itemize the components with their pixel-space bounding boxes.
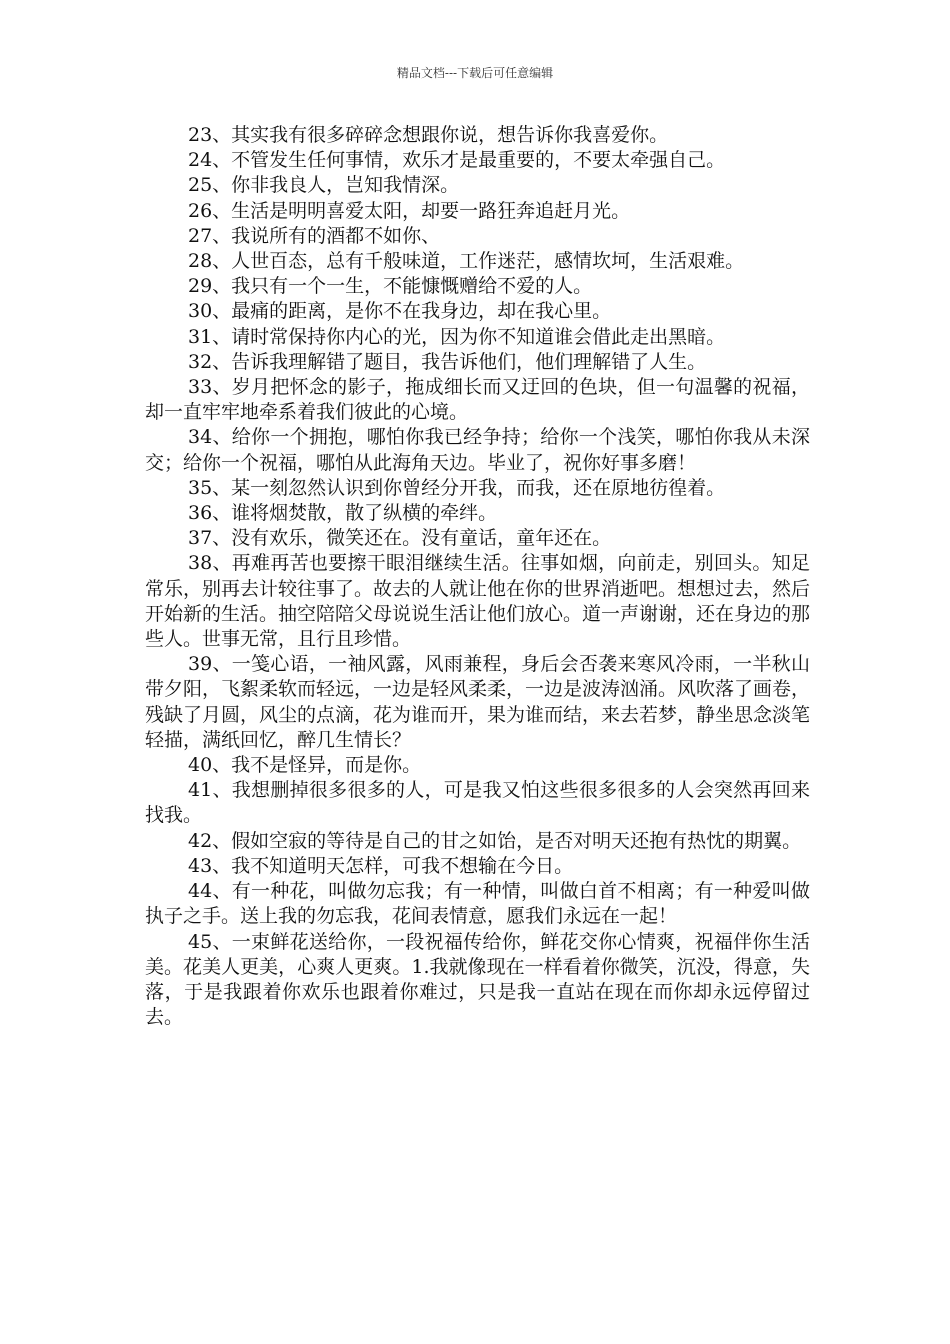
- paragraph-42: 42、假如空寂的等待是自己的甘之如饴，是否对明天还抱有热忱的期翼。: [188, 829, 802, 852]
- paragraph-43: 43、我不知道明天怎样，可我不想输在今日。: [188, 854, 574, 877]
- paragraph-23: 23、其实我有很多碎碎念想跟你说，想告诉你我喜爱你。: [188, 124, 669, 146]
- paragraph-32: 32、告诉我理解错了题目，我告诉他们，他们理解错了人生。: [188, 350, 707, 373]
- paragraph-25: 25、你非我良人，岂知我情深。: [188, 174, 460, 197]
- paragraph-40: 40、我不是怪异，而是你。: [188, 754, 422, 777]
- document-body: [145, 123, 810, 1030]
- paragraph-35: 35、某一刻忽然认识到你曾经分开我，而我，还在原地彷徨着。: [188, 476, 726, 499]
- paragraph-38: 38、再难再苦也要擦干眼泪继续生活。往事如烟，向前走，别回头。知足常乐，别再去计较往事了。故去的人就让他在你的世界消逝吧。想想过去，然后开始新的生活。抽空陪陪父母说说生活让他们放心。道一声谢谢，还在身边的那些人。世事无常，且行且珍惜。: [145, 552, 811, 651]
- page-header: 精品文档---下载后可任意编辑: [396, 66, 554, 80]
- paragraph-30: 30、最痛的距离，是你不在我身边，却在我心里。: [188, 300, 612, 323]
- paragraph-34: 34、给你一个拥抱，哪怕你我已经争持；给你一个浅笑，哪怕你我从未深交；给你一个祝福，哪怕从此海角天边。毕业了，祝你好事多磨！: [145, 426, 810, 474]
- paragraph-39: 39、一笺心语，一袖风露，风雨兼程，身后会否袭来寒风冷雨，一半秋山带夕阳，飞絮柔软而轻远，一边是轻风柔柔，一边是波涛汹涌。风吹落了画卷，残缺了月圆，风尘的点滴，花为谁而开，果为谁而结，来去若梦，静坐思念淡笔轻描，满纸回忆，醉几生情长？: [145, 653, 811, 751]
- paragraph-41: 41、我想删掉很多很多的人，可是我又怕这些很多很多的人会突然再回来找我。: [145, 779, 810, 827]
- paragraph-28: 28、人世百态，总有千般味道，工作迷茫，感情坎坷，生活艰难。: [188, 250, 745, 273]
- paragraph-36: 36、谁将烟焚散，散了纵横的牵绊。: [188, 502, 498, 525]
- paragraph-33: 33、岁月把怀念的影子，拖成细长而又迂回的色块，但一句温馨的祝福，却一直牢牢地牵系着我们彼此的心境。: [145, 376, 810, 424]
- paragraph-31: 31、请时常保持你内心的光，因为你不知道谁会借此走出黑暗。: [188, 325, 726, 348]
- paragraph-37: 37、没有欢乐，微笑还在。没有童话，童年还在。: [188, 527, 612, 550]
- paragraph-45: 45、一束鲜花送给你，一段祝福传给你，鲜花交你心情爽，祝福伴你生活美。花美人更美，心爽人更爽。1.我就像现在一样看着你微笑，沉没，得意，失落，于是我跟着你欢乐也跟着你难过，只是我一直站在现在而你却永远停留过去。: [145, 930, 810, 1029]
- paragraph-44: 44、有一种花，叫做勿忘我；有一种情，叫做白首不相离；有一种爱叫做执子之手。送上我的勿忘我，花间表情意，愿我们永远在一起！: [145, 880, 810, 928]
- paragraph-26: 26、生活是明明喜爱太阳，却要一路狂奔追赶月光。: [188, 199, 631, 222]
- paragraph-27: 27、我说所有的酒都不如你、: [188, 224, 441, 247]
- paragraph-29: 29、我只有一个一生，不能慷慨赠给不爱的人。: [188, 275, 593, 298]
- paragraph-24: 24、不管发生任何事情，欢乐才是最重要的，不要太牵强自己。: [188, 149, 726, 172]
